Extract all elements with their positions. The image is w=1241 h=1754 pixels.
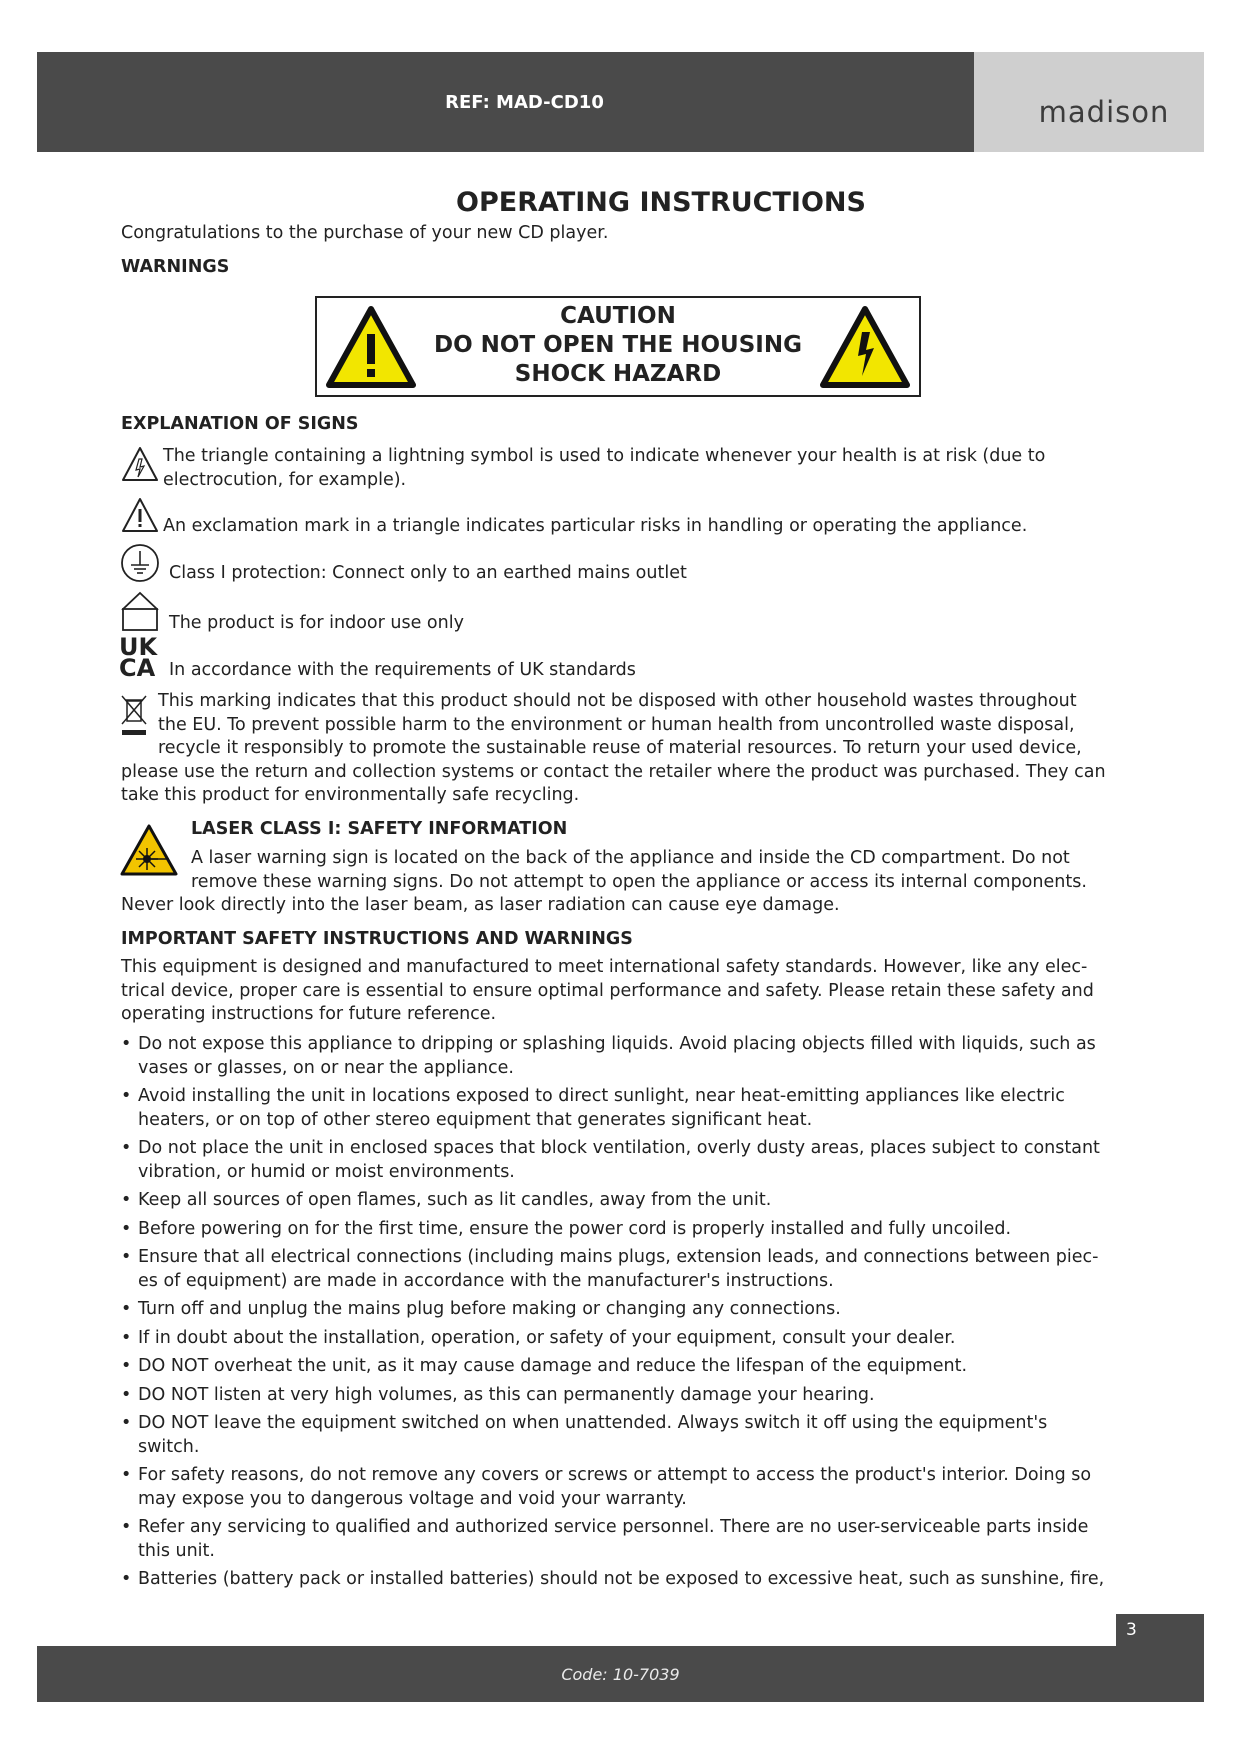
earth-ground-icon: [120, 543, 160, 583]
list-item-line: • DO NOT leave the equipment switched on when unattended. Always switch it off using the equipment's: [138, 1413, 1048, 1433]
list-item: [121, 1137, 1121, 1184]
list-item-line: this unit.: [138, 1540, 215, 1561]
footer-code: Code: 10-7039: [561, 1664, 680, 1684]
ukca-icon-top: UK: [119, 633, 158, 661]
page-header: [37, 52, 1204, 152]
list-item-line: vases or glasses, on or near the appliance.: [138, 1057, 514, 1078]
list-item-line: • Ensure that all electrical connections (including mains plugs, extension leads, and connections between piec-: [138, 1247, 1099, 1267]
list-item-line: • Avoid installing the unit in locations exposed to direct sunlight, near heat-emitting appliances like electric: [138, 1086, 1065, 1106]
sign-weee-line2: the EU. To prevent possible harm to the environment or human health from uncontrolled waste disposal,: [158, 715, 1075, 735]
laser-warning-icon: [119, 823, 179, 877]
intro-text: Congratulations to the purchase of your new CD player.: [121, 223, 609, 243]
sign-weee-line1: This marking indicates that this product should not be disposed with other household wastes throughout: [158, 691, 1077, 711]
list-item-line: • If in doubt about the installation, operation, or safety of your equipment, consult your dealer.: [138, 1327, 956, 1348]
safety-intro-line1: This equipment is designed and manufactured to meet international safety standards. However, like any elec-: [121, 957, 1088, 977]
laser-line3: Never look directly into the laser beam, as laser radiation can cause eye damage.: [121, 895, 840, 915]
list-item-line: • DO NOT overheat the unit, as it may cause damage and reduce the lifespan of the equipment.: [138, 1356, 968, 1376]
sign-weee-line5: take this product for environmentally safe recycling.: [121, 785, 580, 805]
safety-intro-line2: trical device, proper care is essential to ensure optimal performance and safety. Please retain these safety and: [121, 981, 1094, 1001]
list-item: [121, 1033, 1121, 1080]
list-item: [121, 1355, 1121, 1379]
brand-logo: [974, 52, 1204, 152]
list-item: [121, 1384, 1121, 1408]
list-item-line: switch.: [138, 1436, 200, 1457]
page-footer: [37, 1646, 1204, 1702]
laser-line2: remove these warning signs. Do not attempt to open the appliance or access its internal components.: [191, 872, 1087, 892]
exclamation-triangle-icon: [120, 496, 160, 534]
sign-lightning-line2: electrocution, for example).: [163, 470, 407, 490]
list-item: [121, 1246, 1121, 1293]
list-item: [121, 1568, 1121, 1592]
list-item-line: • Do not place the unit in enclosed spaces that block ventilation, overly dusty areas, places subject to constant: [138, 1138, 1100, 1158]
exclamation-warning-icon: [324, 304, 418, 390]
list-item-line: • Keep all sources of open flames, such as lit candles, away from the unit.: [138, 1190, 772, 1210]
list-item: [121, 1298, 1121, 1322]
list-item: [121, 1189, 1121, 1213]
caution-text: [417, 302, 819, 389]
list-item-line: heaters, or on top of other stereo equipment that generates significant heat.: [138, 1109, 813, 1130]
list-item-line: may expose you to dangerous voltage and void your warranty.: [138, 1488, 687, 1509]
signs-heading: EXPLANATION OF SIGNS: [121, 414, 359, 434]
list-item-line: • Do not expose this appliance to dripping or splashing liquids. Avoid placing objects filled with liquids, such as: [138, 1034, 1096, 1054]
sign-ukca-text: In accordance with the requirements of UK standards: [169, 660, 636, 680]
list-item: [121, 1218, 1121, 1242]
list-item-line: vibration, or humid or moist environments.: [138, 1161, 515, 1182]
caution-title: CAUTION: [560, 303, 676, 329]
sign-lightning-line1: The triangle containing a lightning symbol is used to indicate whenever your health is at risk (due to: [163, 446, 1046, 466]
caution-line-housing: DO NOT OPEN THE HOUSING: [434, 332, 802, 358]
brand-logo-text: madison: [1038, 95, 1170, 129]
sign-class1-text: Class I protection: Connect only to an earthed mains outlet: [169, 563, 687, 583]
list-item-line: • DO NOT listen at very high volumes, as this can permanently damage your hearing.: [138, 1384, 875, 1405]
ukca-icon-bottom: CA: [119, 654, 156, 682]
weee-bin-icon: [119, 693, 149, 737]
list-item-line: • Turn off and unplug the mains plug before making or changing any connections.: [138, 1299, 841, 1319]
list-item-line: • Before powering on for the first time, ensure the power cord is properly installed and fully uncoiled.: [138, 1218, 1012, 1239]
sign-weee-line3: recycle it responsibly to promote the sustainable reuse of material resources. To return your used device,: [158, 738, 1082, 758]
laser-line1: A laser warning sign is located on the back of the appliance and inside the CD compartment. Do not: [191, 848, 1070, 868]
list-item: [121, 1327, 1121, 1351]
list-item: [121, 1464, 1121, 1511]
sign-weee-line4: please use the return and collection systems or contact the retailer where the product was purchased. They can: [121, 762, 1106, 782]
ukca-icon: [119, 633, 158, 682]
page-title: OPERATING INSTRUCTIONS: [456, 187, 866, 218]
safety-bullet-list: [121, 1033, 1121, 1592]
list-item-line: • Refer any servicing to qualified and authorized service personnel. There are no user-serviceable parts inside: [138, 1517, 1089, 1537]
list-item: [121, 1085, 1121, 1132]
list-item-line: es of equipment) are made in accordance with the manufacturer's instructions.: [138, 1270, 834, 1291]
safety-heading: IMPORTANT SAFETY INSTRUCTIONS AND WARNINGS: [121, 929, 633, 949]
list-item-line: • For safety reasons, do not remove any covers or screws or attempt to access the product's interior. Doing so: [138, 1465, 1092, 1485]
lightning-warning-icon: [818, 304, 912, 390]
page-number: 3: [1116, 1614, 1204, 1646]
lightning-triangle-icon: [120, 445, 160, 483]
list-item: [121, 1412, 1121, 1459]
warnings-heading: WARNINGS: [121, 257, 230, 277]
caution-box: [315, 296, 921, 397]
list-item-line: • Batteries (battery pack or installed batteries) should not be exposed to excessive heat, such as sunshine, fire,: [138, 1569, 1105, 1589]
reference-code: REF: MAD-CD10: [445, 91, 604, 113]
list-item: [121, 1516, 1121, 1563]
laser-heading: LASER CLASS I: SAFETY INFORMATION: [191, 819, 568, 839]
indoor-house-icon: [120, 590, 160, 632]
safety-intro-line3: operating instructions for future reference.: [121, 1004, 497, 1024]
caution-line-shock: SHOCK HAZARD: [514, 361, 722, 387]
sign-indoor-text: The product is for indoor use only: [169, 613, 464, 633]
sign-exclamation-text: An exclamation mark in a triangle indicates particular risks in handling or operating the appliance.: [163, 516, 1028, 536]
